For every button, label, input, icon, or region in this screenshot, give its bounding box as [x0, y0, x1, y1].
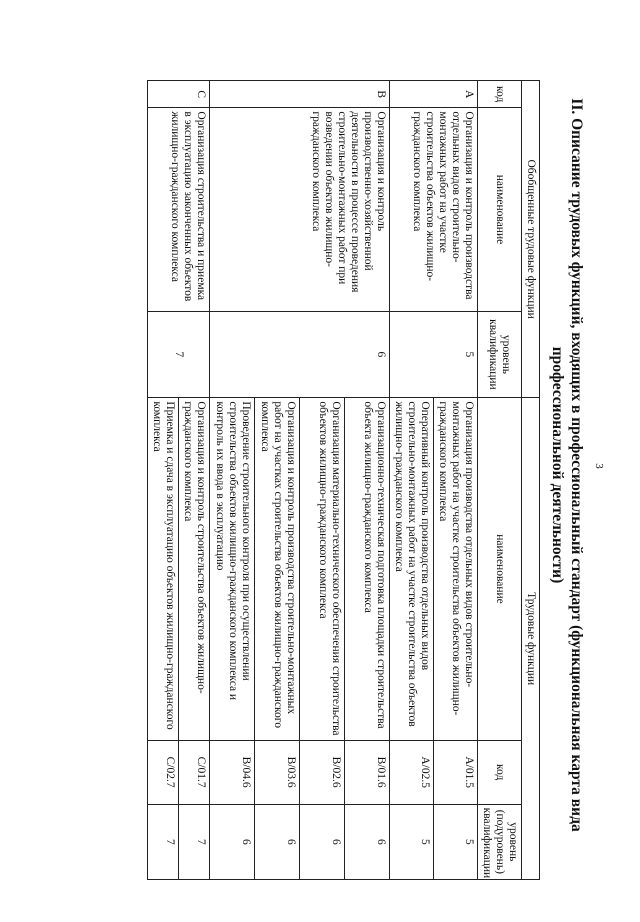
function-code: A/01.5 — [434, 740, 478, 804]
page-number: 3 — [592, 463, 605, 469]
function-name: Организация и контроль производства строительно-монтажных работ на участках строительства объектов жилищно-гражданского комплекса — [255, 398, 300, 740]
function-code: B/03.6 — [255, 740, 300, 804]
function-name: Оперативный контроль производства отдельных видов строительно-монтажных работ на участке строительства объектов жилищно-гражданского комплекса — [390, 398, 434, 740]
function-code: B/01.6 — [345, 740, 390, 804]
function-name: Проведение строительного контроля при осуществлении строительства объектов жилищно-гражданского комплекса и контроль их ввода в эксплуатацию — [210, 398, 255, 740]
group-name: Организация и контроль производственно-хозяйственной деятельности в процессе проведения строительно-монтажных работ при возведении объектов жилищно-гражданского комплекса — [210, 108, 390, 311]
header-code: код — [478, 81, 522, 108]
function-name: Организационно-техническая подготовка площадки строительства объекта жилищно-гражданского комплекса — [345, 398, 390, 740]
function-name: Организация и контроль строительства объектов жилищно-гражданского комплекса — [179, 398, 210, 740]
function-code: B/04.6 — [210, 740, 255, 804]
function-code: B/02.6 — [300, 740, 345, 804]
header-qualification-level: уровень квалификации — [478, 311, 522, 398]
header-generalized-functions: Обобщенные трудовые функции — [522, 81, 540, 398]
document-sheet — [76, 40, 586, 890]
function-code: A/02.5 — [390, 740, 434, 804]
page-title: II. Описание трудовых функций, входящих в профессиональный стандарт (функциональная карта вида профессиональной деятельности) — [549, 98, 585, 832]
function-level: 5 — [390, 804, 434, 879]
group-level: 5 — [390, 311, 478, 398]
group-level: 7 — [148, 311, 210, 398]
function-name: Приемка и сдача в эксплуатацию объектов жилищно-гражданского комплекса — [148, 398, 179, 740]
group-code: B — [210, 81, 390, 108]
header-name: наименование — [478, 108, 522, 311]
table-row — [179, 81, 210, 880]
function-code: C/01.7 — [179, 740, 210, 804]
group-name: Организация строительства и приемка в эксплуатацию законченных объектов жилищно-гражданского комплекса — [148, 108, 210, 311]
group-name: Организация и контроль производства отдельных видов строительно-монтажных работ на участке строительства объектов жилищно-гражданского комплекса — [390, 108, 478, 311]
header-sublevel: уровень (подуровень) квалификации — [478, 804, 522, 879]
group-code: A — [390, 81, 478, 108]
function-level: 6 — [345, 804, 390, 879]
functional-map-table — [147, 80, 540, 880]
function-level: 5 — [434, 804, 478, 879]
function-level: 7 — [179, 804, 210, 879]
header-function-code: код — [478, 740, 522, 804]
function-level: 6 — [210, 804, 255, 879]
table-row — [345, 81, 390, 880]
function-level: 6 — [300, 804, 345, 879]
table-row — [434, 81, 478, 880]
header-function-name: наименование — [478, 398, 522, 740]
header-labor-functions: Трудовые функции — [522, 398, 540, 880]
function-level: 7 — [148, 804, 179, 879]
function-level: 6 — [255, 804, 300, 879]
group-level: 6 — [210, 311, 390, 398]
function-name: Организация материально-технического обеспечения строительства объектов жилищно-гражданского комплекса — [300, 398, 345, 740]
function-code: C/02.7 — [148, 740, 179, 804]
group-code: C — [148, 81, 210, 108]
function-name: Организация производства отдельных видов строительно-монтажных работ на участке строительства объектов жилищно-гражданского комплекса — [434, 398, 478, 740]
